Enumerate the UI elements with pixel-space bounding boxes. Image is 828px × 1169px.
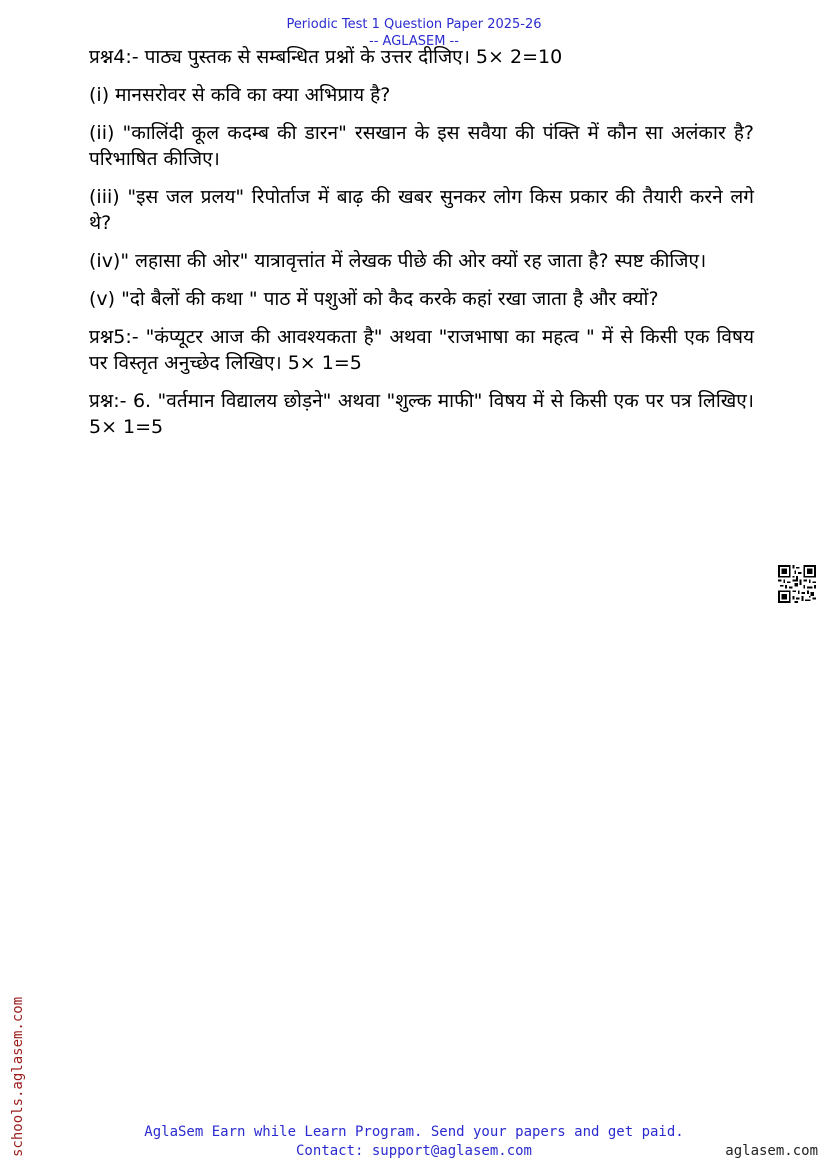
question-list: [89, 44, 754, 452]
question-4-iv: (iv)" लहासा की ओर" यात्रावृत्तांत में लेखक पीछे की ओर क्यों रह जाता है? स्पष्ट कीजिए।: [89, 250, 707, 272]
question-4-v: (v) "दो बैलों की कथा " पाठ में पशुओं को कैद करके कहां रखा जाता है और क्यों?: [89, 288, 659, 310]
question-6: प्रश्न:- 6. "वर्तमान विद्यालय छोड़ने" अथवा "शुल्क माफी" विषय में से किसी एक पर पत्र लिखिए। 5× 1=5: [89, 390, 754, 438]
question-4-heading: प्रश्न4:- पाठ्य पुस्तक से सम्बन्धित प्रश्नों के उत्तर दीजिए। 5× 2=10: [89, 46, 563, 68]
question-4-iii: (iii) "इस जल प्रलय" रिपोर्ताज में बाढ़ की खबर सुनकर लोग किस प्रकार की तैयारी करने लगे थे?: [89, 186, 754, 234]
question-4-ii: (ii) "कालिंदी कूल कदम्ब की डारन" रसखान के इस सवैया की पंक्ति में कौन सा अलंकार है? परिभाषित कीजिए।: [89, 122, 754, 170]
qr-code-icon: [778, 565, 816, 603]
paper-subtitle: -- AGLASEM --: [369, 34, 459, 49]
question-5: प्रश्न5:- "कंप्यूटर आज की आवश्यकता है" अथवा "राजभाषा का महत्व " में से किसी एक विषय पर विस्तृत अनुच्छेद लिखिए। 5× 1=5: [89, 326, 754, 374]
footer-program-text: AglaSem Earn while Learn Program. Send your papers and get paid.: [144, 1124, 684, 1140]
footer-brand[interactable]: aglasem.com: [725, 1143, 818, 1159]
question-4-i: (i) मानसरोवर से कवि का क्या अभिप्राय है?: [89, 84, 391, 106]
footer-contact[interactable]: Contact: support@aglasem.com: [295, 1143, 532, 1159]
side-website-url: schools.aglasem.com: [10, 996, 26, 1157]
paper-title: Periodic Test 1 Question Paper 2025-26: [286, 17, 542, 32]
